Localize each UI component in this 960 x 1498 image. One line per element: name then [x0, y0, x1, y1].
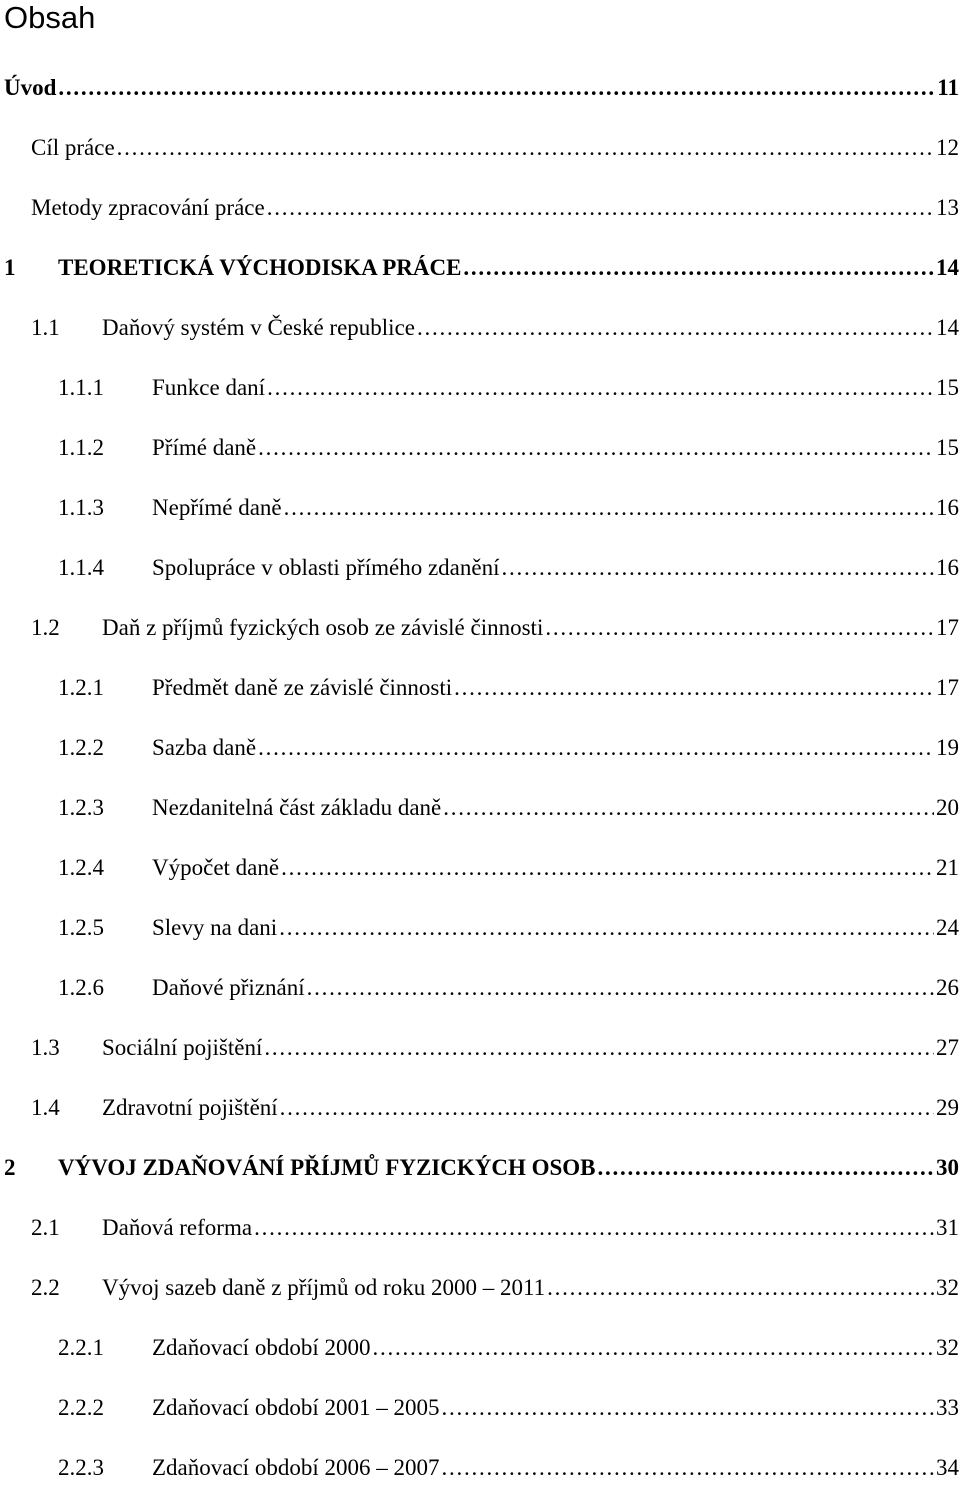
toc-entry-page: 26 [936, 975, 959, 1000]
toc-entry-page: 19 [936, 735, 959, 760]
toc-leader-dots [307, 973, 934, 1003]
toc-entry-1-2-3[interactable] [58, 778, 959, 838]
toc-entry-page: 33 [936, 1395, 959, 1420]
toc-leader-dots [258, 433, 934, 463]
toc-entry-1-1[interactable] [31, 298, 959, 358]
toc-entry-title: Daň z příjmů fyzických osob ze závislé činnosti [102, 615, 544, 640]
toc-entry-page: 17 [936, 615, 959, 640]
toc-entry-page: 21 [936, 855, 959, 880]
toc-entry-number: 1.2.3 [58, 795, 104, 820]
toc-entry-number: 1.1 [31, 315, 60, 340]
toc-entry-number: 1.2.5 [58, 915, 104, 940]
toc-entry-title: Zdaňovací období 2006 – 2007 [152, 1455, 440, 1480]
toc-entry-page: 29 [936, 1095, 959, 1120]
toc-leader-dots [267, 193, 934, 223]
toc-entry-number: 1.2.1 [58, 675, 104, 700]
toc-entry-1-1-3[interactable] [58, 478, 959, 538]
toc-leader-dots [254, 1213, 934, 1243]
toc-entry-1-3[interactable] [31, 1018, 959, 1078]
toc-entry-title: Funkce daní [152, 375, 266, 400]
toc-entry-title: Cíl práce [31, 135, 115, 160]
toc-entry-page: 15 [936, 375, 959, 400]
toc-entry-page: 24 [936, 915, 959, 940]
toc-leader-dots [117, 133, 934, 163]
toc-entry-chapter-2[interactable] [4, 1138, 959, 1198]
toc-entry-title: Metody zpracování práce [31, 195, 265, 220]
toc-entry-page: 16 [936, 555, 959, 580]
toc-entry-page: 16 [936, 495, 959, 520]
toc-entry-page: 27 [936, 1035, 959, 1060]
toc-entry-page: 17 [936, 675, 959, 700]
toc-entry-page: 34 [936, 1455, 959, 1480]
page-title: Obsah [4, 0, 96, 35]
toc-leader-dots [281, 853, 934, 883]
toc-leader-dots [598, 1153, 934, 1183]
toc-entry-metody[interactable] [31, 178, 959, 238]
toc-entry-uvod[interactable] [4, 58, 959, 118]
toc-leader-dots [545, 613, 934, 643]
toc-entry-title: Zdaňovací období 2001 – 2005 [152, 1395, 440, 1420]
toc-entry-page: 12 [936, 135, 959, 160]
toc-entry-number: 2 [4, 1155, 16, 1180]
toc-entry-page: 13 [936, 195, 959, 220]
toc-entry-page: 11 [937, 75, 959, 100]
toc-leader-dots [267, 373, 934, 403]
toc-leader-dots [279, 913, 934, 943]
toc-entry-number: 1.4 [31, 1095, 60, 1120]
toc-entry-number: 1.2.6 [58, 975, 104, 1000]
toc-entry-cil-prace[interactable] [31, 118, 959, 178]
toc-entry-number: 2.2.1 [58, 1335, 104, 1360]
toc-entry-2-2-3[interactable] [58, 1438, 959, 1498]
toc-entry-title: VÝVOJ ZDAŇOVÁNÍ PŘÍJMŮ FYZICKÝCH OSOB [58, 1155, 596, 1180]
toc-entry-1-4[interactable] [31, 1078, 959, 1138]
toc-entry-1-2-4[interactable] [58, 838, 959, 898]
toc-entry-1-2[interactable] [31, 598, 959, 658]
toc-entry-title: Přímé daně [152, 435, 257, 460]
toc-entry-title: Daňové přiznání [152, 975, 305, 1000]
toc-leader-dots [501, 553, 934, 583]
toc-entry-page: 32 [936, 1275, 959, 1300]
toc-entry-title: Daňová reforma [102, 1215, 253, 1240]
toc-leader-dots [463, 253, 934, 283]
toc-leader-dots [454, 673, 934, 703]
toc-entry-2-2-1[interactable] [58, 1318, 959, 1378]
toc-entry-title: Nezdanitelná část základu daně [152, 795, 442, 820]
toc-entry-page: 31 [936, 1215, 959, 1240]
toc-leader-dots [372, 1333, 934, 1363]
toc-leader-dots [443, 793, 934, 823]
toc-entry-number: 1.1.2 [58, 435, 104, 460]
toc-entry-title: Spolupráce v oblasti přímého zdanění [152, 555, 500, 580]
toc-entry-number: 1.1.1 [58, 375, 104, 400]
toc-leader-dots [284, 493, 934, 523]
toc-entry-number: 2.2.3 [58, 1455, 104, 1480]
toc-entry-2-1[interactable] [31, 1198, 959, 1258]
toc-entry-page: 30 [936, 1155, 959, 1180]
toc-entry-number: 1.2.2 [58, 735, 104, 760]
toc-entry-title: Zdravotní pojištění [102, 1095, 278, 1120]
toc-leader-dots [258, 733, 934, 763]
toc-entry-title: Daňový systém v České republice [102, 315, 415, 340]
toc-entry-title: Úvod [4, 75, 57, 100]
toc-entry-title: Vývoj sazeb daně z příjmů od roku 2000 – 2011 [102, 1275, 546, 1300]
toc-entry-page: 15 [936, 435, 959, 460]
toc-leader-dots [417, 313, 934, 343]
toc-entry-title: Předmět daně ze závislé činnosti [152, 675, 453, 700]
toc-entry-number: 1.2.4 [58, 855, 104, 880]
toc-entry-page: 20 [936, 795, 959, 820]
toc-entry-2-2-2[interactable] [58, 1378, 959, 1438]
toc-entry-number: 1.1.4 [58, 555, 104, 580]
toc-entry-1-1-2[interactable] [58, 418, 959, 478]
toc-entry-page: 32 [936, 1335, 959, 1360]
toc-entry-1-2-5[interactable] [58, 898, 959, 958]
toc-leader-dots [441, 1393, 934, 1423]
toc-entry-page: 14 [936, 315, 959, 340]
toc-entry-number: 1 [4, 255, 16, 280]
toc-entry-number: 1.1.3 [58, 495, 104, 520]
toc-entry-1-2-2[interactable] [58, 718, 959, 778]
toc-entry-1-2-1[interactable] [58, 658, 959, 718]
toc-entry-number: 2.2.2 [58, 1395, 104, 1420]
toc-entry-title: Zdaňovací období 2000 [152, 1335, 371, 1360]
toc-entry-number: 1.2 [31, 615, 60, 640]
toc-entry-1-1-4[interactable] [58, 538, 959, 598]
toc-leader-dots [58, 73, 935, 103]
toc-entry-title: Výpočet daně [152, 855, 280, 880]
toc-entry-title: Sociální pojištění [102, 1035, 263, 1060]
toc-entry-title: Sazba daně [152, 735, 257, 760]
toc-entry-number: 2.1 [31, 1215, 60, 1240]
toc-entry-title: TEORETICKÁ VÝCHODISKA PRÁCE [58, 255, 462, 280]
toc-leader-dots [547, 1273, 934, 1303]
toc-leader-dots [280, 1093, 934, 1123]
toc-entry-number: 1.3 [31, 1035, 60, 1060]
toc-entry-title: Nepřímé daně [152, 495, 282, 520]
toc-entry-1-2-6[interactable] [58, 958, 959, 1018]
toc-leader-dots [264, 1033, 934, 1063]
toc-entry-number: 2.2 [31, 1275, 60, 1300]
toc-entry-title: Slevy na dani [152, 915, 278, 940]
toc-leader-dots [441, 1453, 934, 1483]
toc-entry-1-1-1[interactable] [58, 358, 959, 418]
toc-entry-chapter-1[interactable] [4, 238, 959, 298]
toc-entry-2-2[interactable] [31, 1258, 959, 1318]
toc-entry-page: 14 [936, 255, 959, 280]
